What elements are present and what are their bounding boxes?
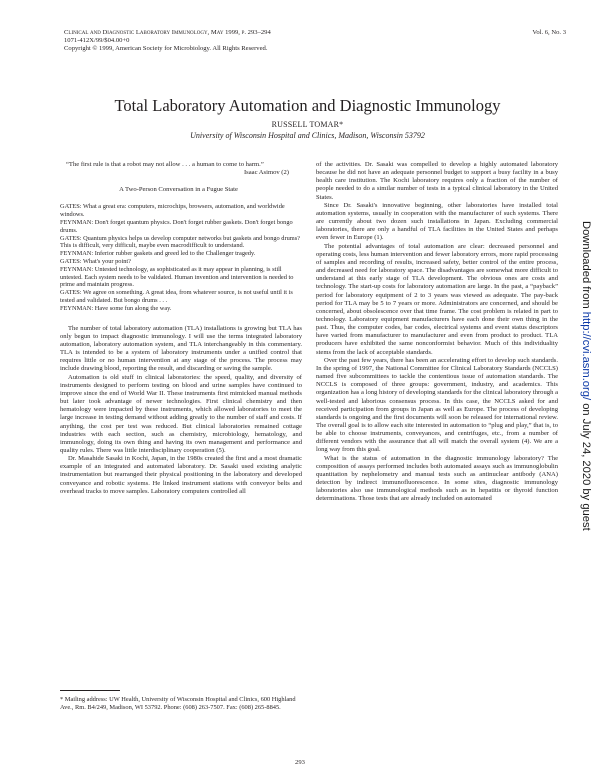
dialogue-speaker: FEYNMAN: [60, 219, 94, 227]
dialogue-speaker: GATES: [60, 203, 82, 211]
dialogue-speaker: GATES: [60, 234, 82, 242]
copyright-line: Copyright © 1999, American Society for Microbiology. All Rights Reserved. [64, 45, 268, 52]
dialogue-speaker: GATES: [60, 289, 82, 297]
epigraph-subtitle: A Two-Person Conversation in a Fugue State [119, 186, 238, 194]
journal-link[interactable]: http://cvi.asm.org/ [580, 311, 592, 401]
body-paragraph: The number of total laboratory automation (TLA) installations is growing but TLA has only begun to impact diagnostic immunology. I will use the terms integrated laboratory automation, laboratory automation system, and TLA interchangeably in this commentary. TLA is intended to be a system of laboratory instruments under a unified control that requires little or no human intervention at any stage of the process. The process may include drawing blood, reporting the result, and discarding or saving the sample. [60, 324, 302, 373]
dialogue [60, 203, 302, 312]
dialogue-speaker: FEYNMAN: [60, 265, 94, 273]
dialogue-text: Untested technology, as sophisticated as it may appear in planning, is still untested. Each system needs to be validated. Human invention and intervention is needed to prime and maintain progress. [60, 265, 294, 289]
dialogue-text: We agree on something. A great idea, from whatever source, is not useful until it is tested and validated. But bongo drums . . . [60, 289, 293, 305]
dialogue-line [54, 203, 302, 219]
dialogue-text: Quantum physics helps us develop computer networks but gaskets and bongo drums? This is difficult, very difficult, maybe even macrodifficult to understand. [60, 234, 300, 250]
dialogue-line [54, 258, 302, 266]
dialogue-speaker: FEYNMAN: [60, 250, 94, 258]
download-suffix: on July 24, 2020 by guest [580, 400, 592, 531]
page-number: 293 [295, 759, 305, 766]
body-paragraph: Over the past few years, there has been an accelerating effort to develop such standards. In the spring of 1997, the National Committee for Clinical Laboratory Standards (NCCLS) named five subcommittees to tackle the contentious issue of automation standards. The NCCLS is composed of three groups: government, industry, and academics. This organization has a long history of developing standards for the clinical laboratory through a well-tested and laborious consensus process. In this case, the NCCLS asked for and received participation from groups in Japan as well as Europe. The process of developing standards is ongoing and the first documents will soon be released for international review. The overall goal is to allow each site interested in automation to “plug and play,” that is, to be able to choose instruments, conveyances, and centrifuges, etc., from a number of different vendors with the assurance that all will match the overall system (4). We are a long way from this goal. [316, 356, 558, 454]
dialogue-speaker: GATES: [60, 258, 82, 266]
dialogue-text: Don't forget quantum physics. Don't forget rubber gaskets. Don't forget bongo drums. [60, 219, 293, 234]
running-header [64, 29, 394, 53]
author-affiliation: University of Wisconsin Hospital and Clinics, Madison, Wisconsin 53792 [190, 131, 425, 140]
download-notice [580, 221, 592, 531]
issn-line: 1071-412X/99/$04.00+0 [64, 37, 130, 44]
dialogue-line [54, 305, 302, 313]
dialogue-speaker: FEYNMAN: [60, 304, 94, 312]
body-paragraph: Dr. Masahide Sasaki in Kochi, Japan, in the 1980s created the first and a most dramatic example of an integrated and automated laboratory. Dr. Sasaki used existing analytic instrumentation but rearranged their physical positioning in the laboratory and developed conveyance and robotic systems. He linked instrument stations with conveyor belts and overhead tracks to move samples. Laboratory computers controlled all [60, 455, 302, 495]
volume-issue: Vol. 6, No. 3 [532, 29, 566, 36]
download-watermark [580, 221, 594, 581]
body-paragraph: Automation is old stuff in clinical laboratories: the speed, quality, and diversity of instruments designed to perform testing on blood and urine samples have continued to improve since the end of World War II. These instruments first mimicked manual methods but later took advantage of newer technologies. First clinical chemistry and then hematology were impacted by these instruments, which allowed laboratories to meet the large increase in testing demand without adding greatly to the number of staff and costs. If anything, the cost per test was reduced. But clinical laboratories remained cottage industries with each section, such as chemistry, microbiology, hematology, and immunology, doing its own thing and having its own management and performance and quality rules. There was little interdisciplinary cooperation (5). [60, 373, 302, 454]
dialogue-text: Inferior rubber gaskets and greed led to the Challenger tragedy. [94, 250, 256, 258]
dialogue-text: What's your point? [82, 258, 131, 266]
dialogue-text: What a great era: computers, microchips, browsers, automation, and worldwide windows. [60, 203, 285, 219]
epigraph [66, 161, 291, 194]
body-paragraph: The potential advantages of total automation are clear: decreased personnel and operating costs, less human intervention and fewer laboratory errors, more rapid processing of samples and recording of results, increased safety, better control of the entire process, and decreased need for laboratory space. The disadvantages are somewhat more difficult to understand at this early stage of TLA development. The obvious ones are costs and technology. The start-up costs for laboratory automation are large. In the past, a “payback” period for laboratory equipment of 2 to 3 years was viewed as adequate. The pay-back period for TLA may be 5 to 7 years or more. Administrators are concerned, and should be concerned, about obsolescence over that time frame. The cost problem is related in part to technology. Laboratory equipment manufacturers have each done their own thing in the past. Thus, the computer codes, bar codes, electrical systems and event status descriptors have varied from manufacturer to manufacturer and even from product to product. TLA producers have exhibited the same nonconformist behavior. Much of this individuality stems from the lack of acceptable standards. [316, 242, 558, 356]
left-column [60, 161, 302, 496]
dialogue-line [54, 266, 302, 289]
dialogue-line [54, 289, 302, 305]
dialogue-line [54, 250, 302, 258]
article-author: RUSSELL TOMAR* [271, 120, 344, 129]
dialogue-line [54, 235, 302, 251]
download-prefix: Downloaded from [580, 221, 592, 312]
dialogue-line [54, 219, 302, 235]
correspondence-footnote: * Mailing address: UW Health, University of Wisconsin Hospital and Clinics, 600 Highland Ave., Rm. B4/249, Madison, WI 53792. Phone: (608) 263-7507. Fax: (608) 265-8845. [60, 696, 302, 712]
body-paragraph: of the activities. Dr. Sasaki was compelled to develop a highly automated laboratory because he did not have an adequate personnel budget to support a busy facility in a busy health care institution. The Kochi laboratory requires only a fraction of the number of people needed to do a similar number of tests in a typical clinical laboratory in the United States. [316, 161, 558, 201]
body-paragraph: Since Dr. Sasaki's innovative beginning, other laboratories have installed total automation systems, usually in cooperation with the manufacturer of such systems. There are currently about two dozen such installations in Japan. Excluding commercial laboratories, there are only a handful of TLA facilities in the United States and perhaps even fewer in Europe (1). [316, 201, 558, 242]
epigraph-attribution: Isaac Asimov (2) [243, 169, 289, 177]
dialogue-text: Have some fun along the way. [94, 304, 172, 312]
right-column [316, 161, 558, 504]
body-paragraph: What is the status of automation in the diagnostic immunology laboratory? The composition of assays performed includes both automated assays such as immunoglobulin quantitation by nephelometry and manual tests such as antinuclear antibody (ANA) detection by indirect immunofluorescence. In some sites, diagnostic immunology laboratories also use immunological methods such as in hepatitis or thyroid function determinations. Those tests that are already included on automated [316, 454, 558, 503]
epigraph-quote: “The first rule is that a robot may not allow . . . a human to come to harm.” [66, 161, 264, 168]
article-title: Total Laboratory Automation and Diagnostic Immunology [114, 96, 501, 115]
journal-citation: Clinical and Diagnostic Laboratory Immunology, May 1999, p. 293–294 [64, 29, 271, 36]
